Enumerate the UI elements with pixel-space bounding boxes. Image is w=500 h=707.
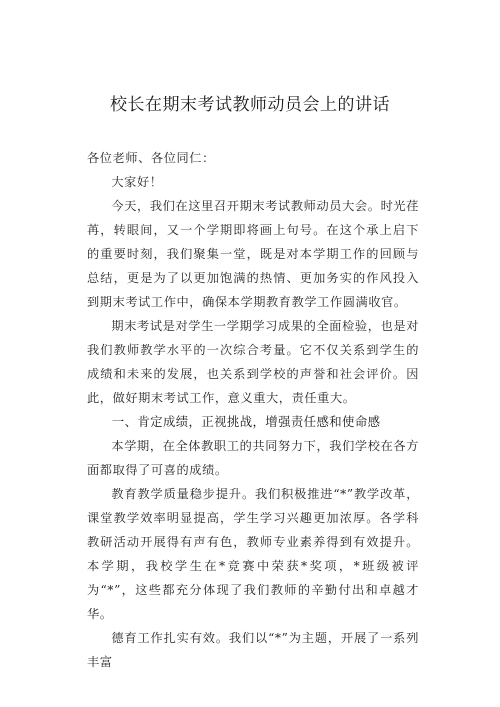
section-heading: 一、肯定成绩，正视挑战，增强责任感和使命感	[111, 414, 381, 429]
salutation: 各位老师、各位同仁：	[87, 151, 215, 165]
paragraph-greeting: 大家好！	[111, 175, 163, 189]
paragraph-moral-education: 德育工作扎实有效。我们以“*”为主题，开展了一系列丰富	[87, 631, 419, 669]
paragraph-significance: 期末考试是对学生一学期学习成果的全面检验，也是对我们教师教学水平的一次综合考量。它不仅关系到学生的成绩和未来的发展，也关系到学校的声誉和社会评价。因此，做好期末考试工作，意义重大，责任重大。	[87, 319, 419, 405]
paragraph-teaching-quality: 教育教学质量稳步提升。我们积极推进“*”教学改革，课堂教学效率明显提高，学生学习兴趣更加浓厚。各学科教研活动开展得有声有色，教师专业素养得到有效提升。本学期，我校学生在*竞赛中荣获*奖项，*班级被评为“*”，这些都充分体现了我们教师的辛勤付出和卓越才华。	[87, 487, 419, 621]
paragraph-achievements: 本学期，在全体教职工的共同努力下，我们学校在各方面都取得了可喜的成绩。	[87, 439, 419, 477]
paragraph-opening: 今天，我们在这里召开期末考试教师动员大会。时光荏苒，转眼间，又一个学期即将画上句号。在这个承上启下的重要时刻，我们聚集一堂，既是对本学期工作的回顾与总结，更是为了以更加饱满的热情、更加务实的作风投入到期末考试工作中，确保本学期教育教学工作圆满收官。	[87, 199, 419, 309]
document-title: 校长在期末考试教师动员会上的讲话	[110, 95, 390, 115]
document-body	[87, 146, 419, 674]
